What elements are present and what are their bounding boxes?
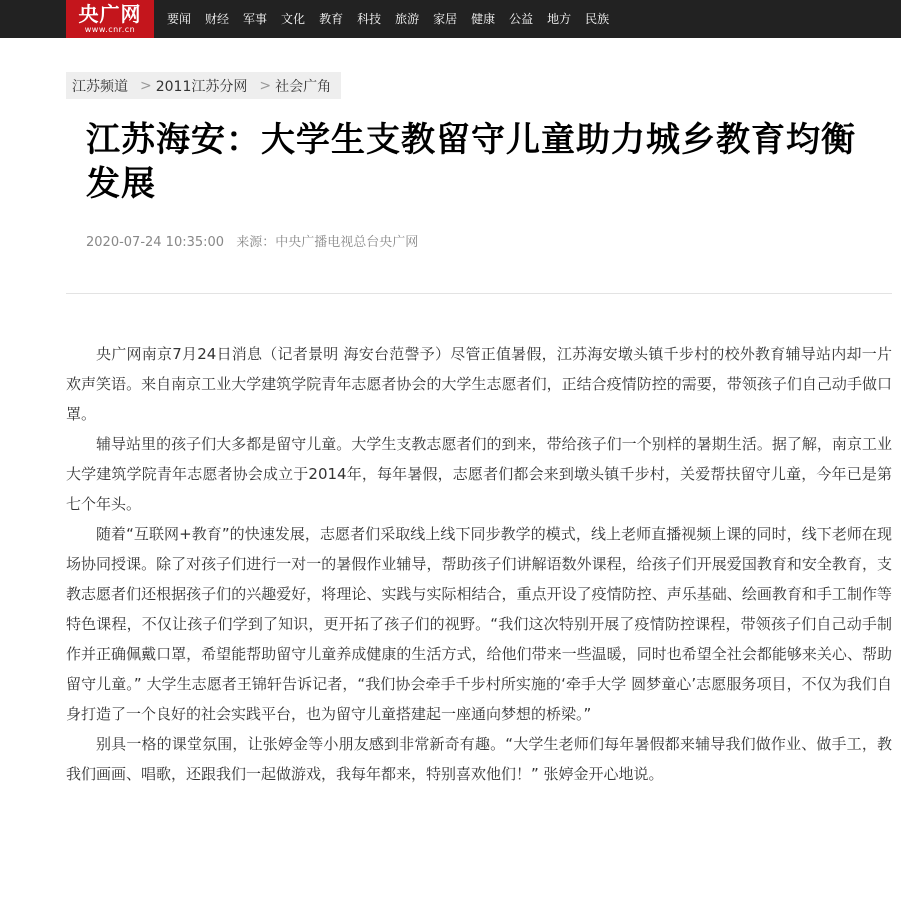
header-divider: [66, 293, 892, 294]
nav-item-ethnic[interactable]: 民族: [585, 12, 610, 26]
breadcrumb-item-jiangsu-channel[interactable]: 江苏频道: [72, 78, 128, 95]
breadcrumb: [66, 72, 341, 99]
article-paragraph: 别具一格的课堂氛围，让张婷金等小朋友感到非常新奇有趣。“大学生老师们每年暑假都来辅导我们做作业、做手工，教我们画画、唱歌，还跟我们一起做游戏，我每年都来，特别喜欢他们！” 张婷金开心地说。: [66, 735, 892, 783]
article-paragraph: 辅导站里的孩子们大多都是留守儿童。大学生支教志愿者们的到来，带给孩子们一个别样的暑期生活。据了解，南京工业大学建筑学院青年志愿者协会成立于2014年，每年暑假，志愿者们都会来到墩头镇千步村，关爱帮扶留守儿童，今年已是第七个年头。: [66, 435, 892, 513]
nav-item-culture[interactable]: 文化: [281, 12, 306, 26]
breadcrumb-separator: >: [140, 77, 152, 94]
nav-item-local[interactable]: 地方: [547, 12, 572, 26]
article-body: [66, 339, 892, 789]
nav-item-education[interactable]: 教育: [319, 12, 344, 26]
breadcrumb-item-jiangsu-branch[interactable]: 2011江苏分网: [155, 78, 248, 95]
nav-item-health[interactable]: 健康: [471, 12, 496, 26]
site-logo[interactable]: [66, 0, 154, 38]
nav-item-travel[interactable]: 旅游: [395, 12, 420, 26]
top-nav-bar: [0, 0, 901, 38]
nav-item-military[interactable]: 军事: [243, 12, 268, 26]
nav-item-charity[interactable]: 公益: [509, 12, 534, 26]
nav-item-finance[interactable]: 财经: [205, 12, 230, 26]
article-paragraph: 央广网南京7月24日消息（记者景明 海安台范謦予）尽管正值暑假，江苏海安墩头镇千步村的校外教育辅导站内却一片欢声笑语。来自南京工业大学建筑学院青年志愿者协会的大学生志愿者们，正结合疫情防控的需要，带领孩子们自己动手做口罩。: [66, 345, 892, 423]
logo-wordmark: 央广网: [78, 2, 142, 26]
nav-item-news[interactable]: 要闻: [167, 12, 192, 26]
publish-datetime: 2020-07-24 10:35:00: [86, 235, 225, 250]
nav-item-home[interactable]: 家居: [433, 12, 458, 26]
article-meta: [86, 231, 426, 250]
article-source: 来源：中央广播电视总台央广网: [236, 235, 419, 250]
article-paragraph: 随着“互联网+教育”的快速发展，志愿者们采取线上线下同步教学的模式，线上老师直播视频上课的同时，线下老师在现场协同授课。除了对孩子们进行一对一的暑假作业辅导，帮助孩子们讲解语数外课程，给孩子们开展爱国教育和安全教育，支教志愿者们还根据孩子们的兴趣爱好，将理论、实践与实际相结合，重点开设了疫情防控、声乐基础、绘画教育和手工制作等特色课程，不仅让孩子们学到了知识，更开拓了孩子们的视野。“我们这次特别开展了疫情防控课程，带领孩子们自己动手制作并正确佩戴口罩，希望能帮助留守儿童养成健康的生活方式，给他们带来一些温暖，同时也希望全社会都能够来关心、帮助留守儿童。” 大学生志愿者王锦轩告诉记者，“我们协会牵手千步村所实施的‘牵手大学 圆梦童心’志愿服务项目，不仅为我们自身打造了一个良好的社会实践平台，也为留守儿童搭建起一座通向梦想的桥梁。”: [66, 525, 892, 723]
channel-nav: [160, 0, 616, 38]
nav-item-tech[interactable]: 科技: [357, 12, 382, 26]
article-title: 江苏海安：大学生支教留守儿童助力城乡教育均衡发展: [86, 120, 856, 204]
breadcrumb-separator: >: [259, 77, 272, 94]
breadcrumb-item-social[interactable]: 社会广角: [275, 78, 332, 95]
logo-url: www.cnr.cn: [84, 25, 136, 34]
